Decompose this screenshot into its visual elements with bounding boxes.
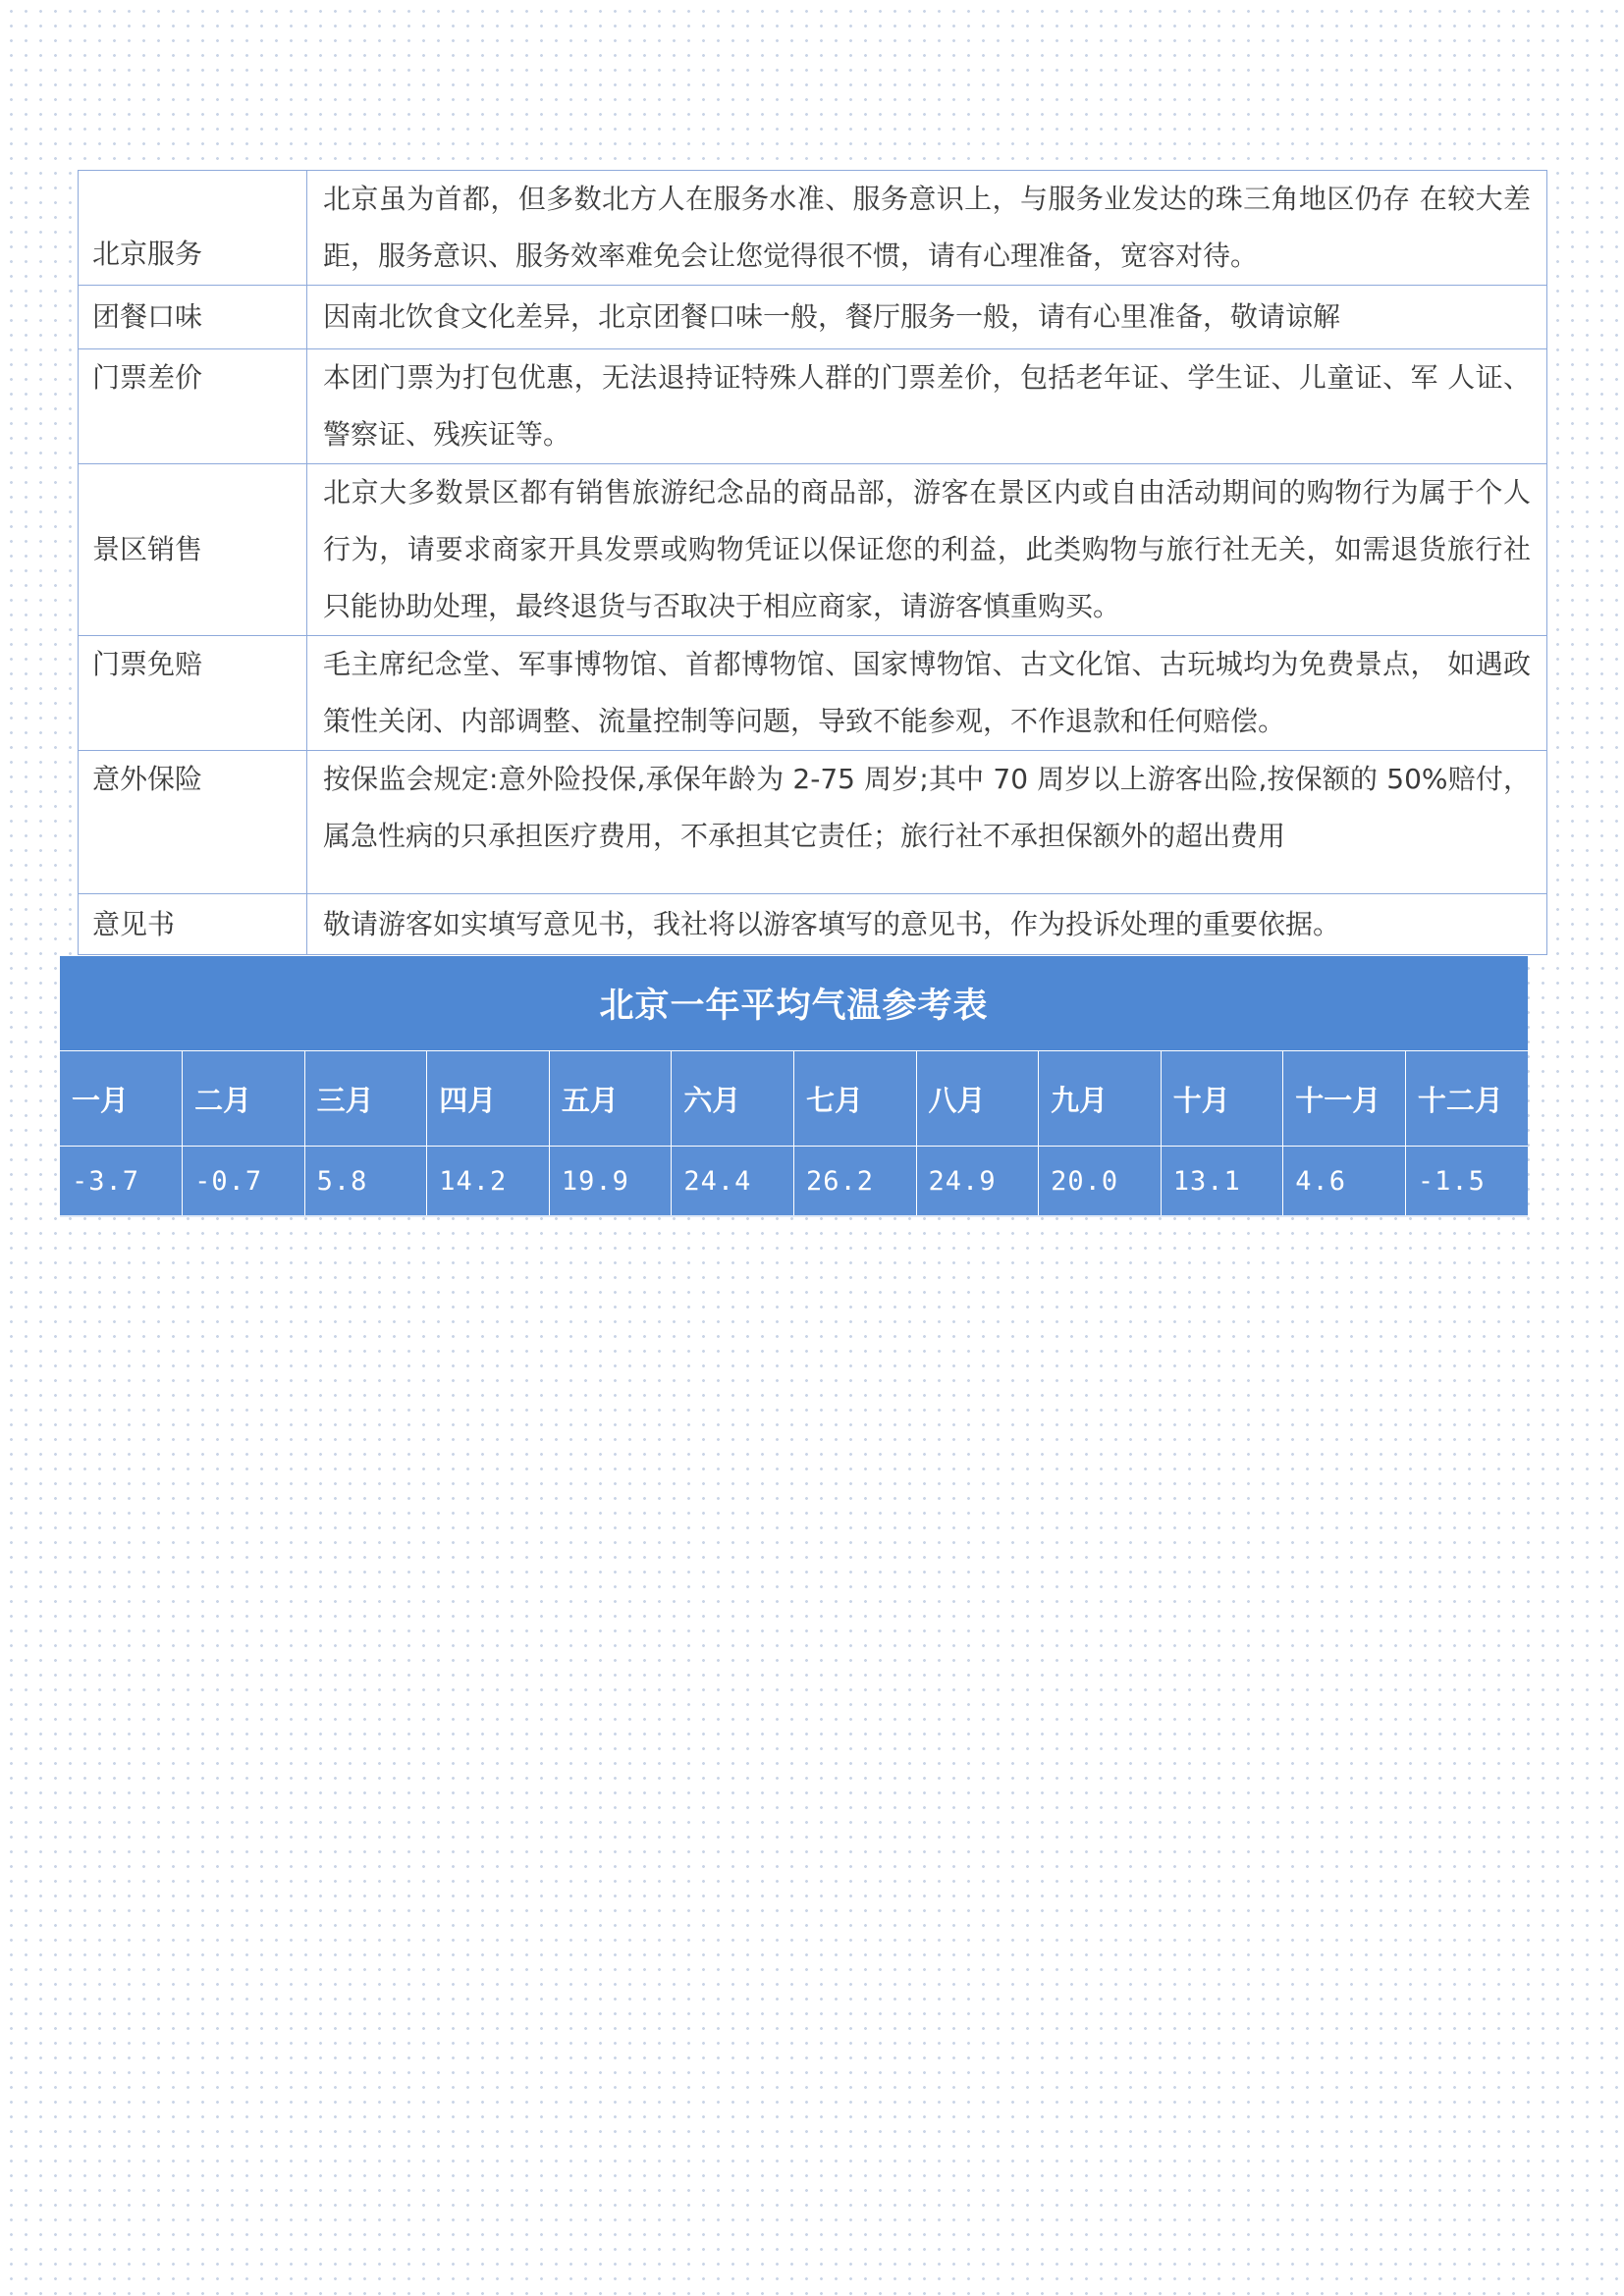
month-header: 九月: [1039, 1051, 1162, 1147]
month-header: 三月: [304, 1051, 427, 1147]
month-header: 十一月: [1283, 1051, 1406, 1147]
month-header: 十月: [1161, 1051, 1283, 1147]
notes-row-label: 景区销售: [79, 464, 307, 636]
temperature-value: -3.7: [60, 1147, 183, 1217]
notes-row-text: 北京虽为首都，但多数北方人在服务水准、服务意识上，与服务业发达的珠三角地区仍存 在较大差距，服务意识、服务效率难免会让您觉得很不惯，请有心理准备，宽容对待。: [307, 171, 1547, 286]
notes-row-label: 门票差价: [79, 349, 307, 464]
temperature-value: -0.7: [183, 1147, 305, 1217]
temperature-value: 13.1: [1161, 1147, 1283, 1217]
month-header: 八月: [916, 1051, 1039, 1147]
temperature-value: 14.2: [427, 1147, 550, 1217]
notes-row-text: 因南北饮食文化差异，北京团餐口味一般，餐厅服务一般，请有心里准备，敬请谅解: [307, 286, 1547, 349]
notes-row-label: 意见书: [79, 894, 307, 955]
temperature-value: 19.9: [549, 1147, 672, 1217]
temperature-value: -1.5: [1405, 1147, 1528, 1217]
temperature-table: [60, 956, 1528, 1217]
temperature-month-row: [60, 1051, 1528, 1147]
temperature-value: 24.4: [672, 1147, 794, 1217]
notes-row-text: 敬请游客如实填写意见书，我社将以游客填写的意见书，作为投诉处理的重要依据。: [307, 894, 1547, 955]
temperature-table-title: 北京一年平均气温参考表: [60, 956, 1528, 1051]
temperature-value: 20.0: [1039, 1147, 1162, 1217]
temperature-value-row: [60, 1147, 1528, 1217]
notes-row-text: 本团门票为打包优惠，无法退持证特殊人群的门票差价，包括老年证、学生证、儿童证、军 人证、警察证、残疾证等。: [307, 349, 1547, 464]
notes-row-meal: [79, 286, 1547, 349]
notes-row-scenic-sales: [79, 464, 1547, 636]
notes-row-label: 北京服务: [79, 171, 307, 286]
month-header: 十二月: [1405, 1051, 1528, 1147]
temperature-value: 24.9: [916, 1147, 1039, 1217]
travel-notes-table: [78, 170, 1547, 955]
temperature-title-row: [60, 956, 1528, 1051]
temperature-value: 4.6: [1283, 1147, 1406, 1217]
notes-row-text: 毛主席纪念堂、军事博物馆、首都博物馆、国家博物馆、古文化馆、古玩城均为免费景点， 如遇政策性关闭、内部调整、流量控制等问题，导致不能参观，不作退款和任何赔偿。: [307, 636, 1547, 751]
notes-row-label: 意外保险: [79, 751, 307, 894]
notes-row-service: [79, 171, 1547, 286]
temperature-value: 5.8: [304, 1147, 427, 1217]
notes-row-label: 团餐口味: [79, 286, 307, 349]
notes-row-text: 按保监会规定:意外险投保,承保年龄为 2-75 周岁;其中 70 周岁以上游客出险,按保额的 50%赔付，属急性病的只承担医疗费用，不承担其它责任；旅行社不承担保额外的超出费用: [307, 751, 1547, 894]
notes-row-text: 北京大多数景区都有销售旅游纪念品的商品部，游客在景区内或自由活动期间的购物行为属于个人行为，请要求商家开具发票或购物凭证以保证您的利益，此类购物与旅行社无关，如需退货旅行社只能协助处理，最终退货与否取决于相应商家，请游客慎重购买。: [307, 464, 1547, 636]
notes-row-insurance: [79, 751, 1547, 894]
month-header: 六月: [672, 1051, 794, 1147]
notes-row-feedback: [79, 894, 1547, 955]
month-header: 一月: [60, 1051, 183, 1147]
notes-row-ticket-difference: [79, 349, 1547, 464]
notes-row-ticket-exemption: [79, 636, 1547, 751]
temperature-value: 26.2: [793, 1147, 916, 1217]
month-header: 二月: [183, 1051, 305, 1147]
month-header: 七月: [793, 1051, 916, 1147]
month-header: 五月: [549, 1051, 672, 1147]
notes-row-label: 门票免赔: [79, 636, 307, 751]
month-header: 四月: [427, 1051, 550, 1147]
